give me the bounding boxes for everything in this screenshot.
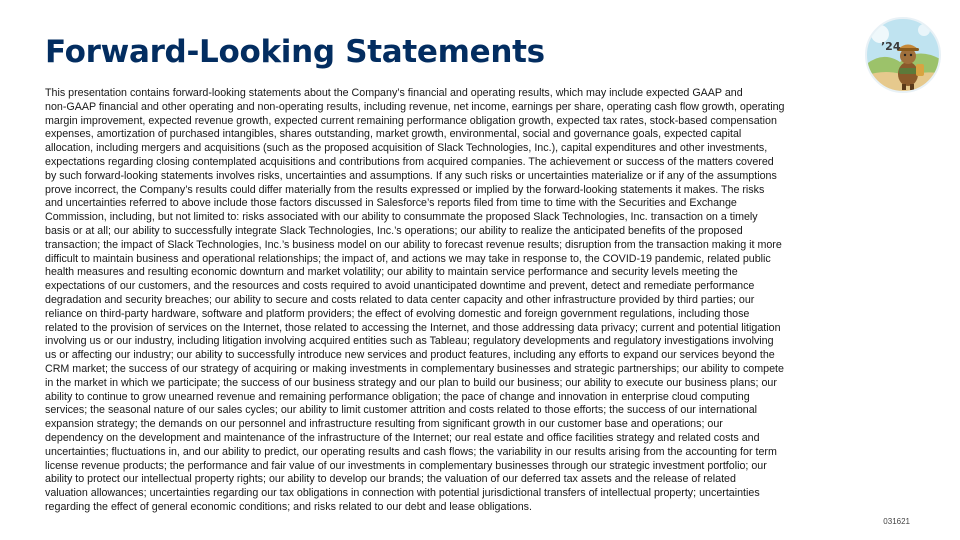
mascot-badge-graphic: [864, 16, 942, 94]
disclaimer-body: This presentation contains forward-looking statements about the Company’s financial and operating results, which may include expected GAAP and non-GAAP financial and other operating and non-operating results, including revenue, net income, earnings per share, operating cash flow growth, operating margin improvement, expected revenue growth, expected current remaining performance obligation growth, expected tax rates, stock-based compensation expenses, amortization of purchased intangibles, shares outstanding, market growth, environmental, social and governance goals, expected capital allocation, including mergers and acquisitions (such as the proposed acquisition of Slack Technologies, Inc.), capital expenditures and other investments, expectations regarding closing contemplated acquisitions and contributions from acquired companies. The achievement or success of the matters covered by such forward-looking statements involves risks, uncertainties and assumptions. If any such risks or uncertainties materialize or if any of the assumptions prove incorrect, the Company’s results could differ materially from the results expressed or implied by the forward-looking statements it makes. The risks and uncertainties referred to above include those factors discussed in Salesforce’s reports filed from time to time with the Securities and Exchange Commission, including, but not limited to: risks associated with our ability to consummate the proposed Slack Technologies, Inc. transaction on a timely basis or at all; our ability to successfully integrate Slack Technologies, Inc.’s operations; our ability to realize the anticipated benefits of the proposed transaction; the impact of Slack Technologies, Inc.’s business model on our ability to forecast revenue results; disruption from the transaction making it more difficult to maintain business and operational relationships; the impact of, and actions we may take in response to, the COVID-19 pandemic, related public health measures and resulting economic downturn and market volatility; our ability to maintain service performance and security levels meeting the expectations of our customers, and the resources and costs required to avoid unanticipated downtime and prevent, detect and remediate performance degradation and security breaches; our ability to secure and costs related to data center capacity and other infrastructure provided by third parties; our reliance on third-party hardware, software and platform providers; the effect of evolving domestic and foreign government regulations, including those related to the provision of services on the Internet, those related to accessing the Internet, and those addressing data privacy; current and potential litigation involving us or our industry, including litigation involving acquired entities such as Tableau; regulatory developments and regulatory investigations involving us or affecting our industry; our ability to successfully introduce new services and product features, including any efforts to expand our services beyond the CRM market; the success of our strategy of acquiring or making investments in complementary businesses and strategic partnerships; our ability to compete in the market in which we participate; the success of our business strategy and our plan to build our business; our ability to execute our business plans; our ability to continue to grow unearned revenue and remaining performance obligation; the pace of change and innovation in enterprise cloud computing services; the seasonal nature of our sales cycles; our ability to limit customer attrition and costs related to those efforts; the success of our international expansion strategy; the demands on our personnel and infrastructure resulting from significant growth in our customer base and operations; our dependency on the development and maintenance of the infrastructure of the Internet; our real estate and office facilities strategy and related costs and uncertainties; fluctuations in, and our ability to predict, our operating results and cash flows; the variability in our results arising from the accounting for term license revenue products; the performance and fair value of our investments in complementary businesses through our strategic investment portfolio; our ability to protect our intellectual property rights; our ability to develop our brands; the valuation of our deferred tax assets and the release of related valuation allowances; uncertainties regarding our tax obligations in connection with potential jurisdictional transfers of intellectual property; uncertainties regarding the effect of general economic conditions; and risks related to our debt and lease obligations.: [45, 87, 785, 513]
document-code: 031621: [883, 517, 910, 526]
badge-year-label: ’24: [881, 40, 901, 53]
slide-title: Forward-Looking Statements: [45, 34, 545, 70]
mascot-badge-icon: [864, 16, 942, 94]
